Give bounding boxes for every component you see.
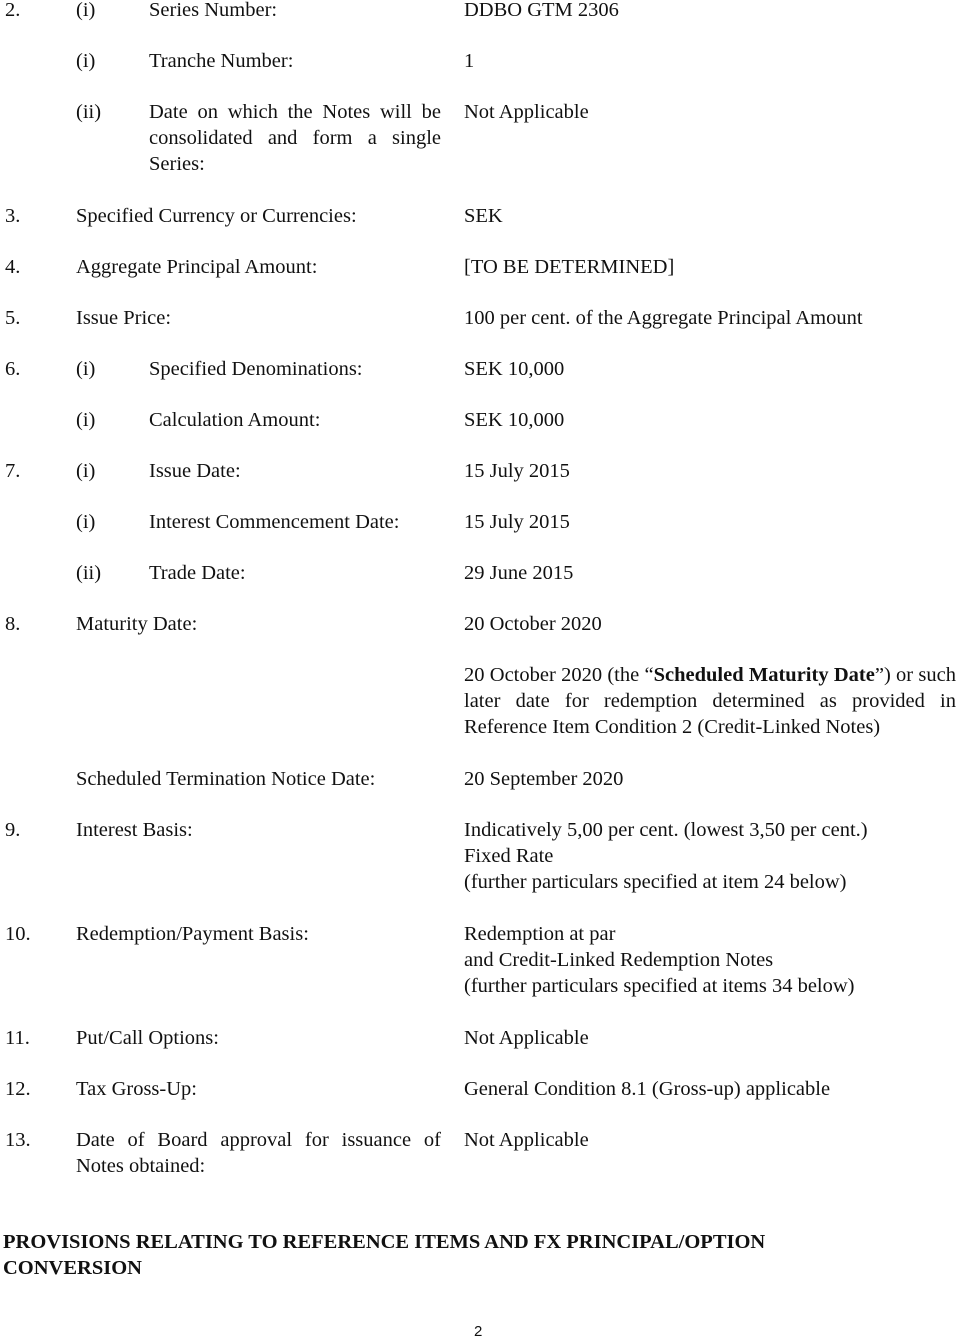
field-label: Interest Basis: xyxy=(76,819,193,841)
field-label: Interest Commencement Date: xyxy=(149,511,400,533)
field-value: General Condition 8.1 (Gross-up) applicable xyxy=(464,1078,831,1100)
maturity-text-start: 20 October 2020 (the “ xyxy=(464,664,654,686)
item-number: 2. xyxy=(5,0,21,21)
item-number: 5. xyxy=(5,307,21,329)
field-label: Tranche Number: xyxy=(149,50,294,72)
sub-item-marker: (i) xyxy=(76,358,96,380)
field-label: Date of Board approval for issuance of Notes obtained: xyxy=(76,1129,441,1177)
field-value: 20 September 2020 xyxy=(464,768,624,790)
item-number: 9. xyxy=(5,819,21,841)
field-value: 15 July 2015 xyxy=(464,511,570,533)
field-label: Scheduled Termination Notice Date: xyxy=(76,768,376,790)
field-value: SEK 10,000 xyxy=(464,358,565,380)
field-value: Not Applicable xyxy=(464,1129,589,1151)
section-heading: PROVISIONS RELATING TO REFERENCE ITEMS AND FX PRINCIPAL/OPTION CONVERSION xyxy=(3,1231,766,1279)
sub-item-marker: (ii) xyxy=(76,101,102,123)
field-value: [TO BE DETERMINED] xyxy=(464,256,675,278)
field-label: Maturity Date: xyxy=(76,613,198,635)
field-value-line: Fixed Rate xyxy=(464,845,554,867)
field-label: Aggregate Principal Amount: xyxy=(76,256,318,278)
field-value-line: and Credit-Linked Redemption Notes xyxy=(464,949,774,971)
field-label: Tax Gross-Up: xyxy=(76,1078,197,1100)
field-value: 20 October 2020 xyxy=(464,613,602,635)
item-number: 6. xyxy=(5,358,21,380)
field-label: Put/Call Options: xyxy=(76,1027,219,1049)
sub-item-marker: (ii) xyxy=(76,562,102,584)
field-value: Not Applicable xyxy=(464,101,589,123)
page-number: 2 xyxy=(474,1323,483,1340)
field-label: Issue Date: xyxy=(149,460,241,482)
item-number: 10. xyxy=(5,923,31,945)
field-label: Redemption/Payment Basis: xyxy=(76,923,309,945)
field-value: 100 per cent. of the Aggregate Principal Amount xyxy=(464,307,863,329)
sub-item-marker: (i) xyxy=(76,0,96,21)
field-value: SEK 10,000 xyxy=(464,409,565,431)
field-label: Trade Date: xyxy=(149,562,246,584)
field-label: Calculation Amount: xyxy=(149,409,321,431)
defined-term: Scheduled Maturity Date xyxy=(653,664,875,686)
field-value: 29 June 2015 xyxy=(464,562,574,584)
field-label: Date on which the Notes will be consolidated and form a single Series: xyxy=(149,101,441,175)
sub-item-marker: (i) xyxy=(76,511,96,533)
field-value: 15 July 2015 xyxy=(464,460,570,482)
field-label: Specified Denominations: xyxy=(149,358,363,380)
item-number: 8. xyxy=(5,613,21,635)
maturity-description xyxy=(464,662,956,740)
maturity-text-end: ”) or such later date for redemption determined as provided in Reference Item Condition 2 (Credit-Linked Notes) xyxy=(464,664,956,738)
item-number: 13. xyxy=(5,1129,31,1151)
sub-item-marker: (i) xyxy=(76,409,96,431)
field-label: Series Number: xyxy=(149,0,278,21)
field-value-line: (further particulars specified at item 24 below) xyxy=(464,871,847,893)
item-number: 7. xyxy=(5,460,21,482)
sub-item-marker: (i) xyxy=(76,460,96,482)
field-value: Not Applicable xyxy=(464,1027,589,1049)
item-number: 11. xyxy=(5,1027,30,1049)
item-number: 4. xyxy=(5,256,21,278)
field-value: DDBO GTM 2306 xyxy=(464,0,619,21)
field-label: Issue Price: xyxy=(76,307,172,329)
field-value: 1 xyxy=(464,50,475,72)
field-value-line: Redemption at par xyxy=(464,923,616,945)
field-label: Specified Currency or Currencies: xyxy=(76,205,357,227)
item-number: 3. xyxy=(5,205,21,227)
field-value: SEK xyxy=(464,205,503,227)
item-number: 12. xyxy=(5,1078,31,1100)
field-value-line: Indicatively 5,00 per cent. (lowest 3,50 per cent.) xyxy=(464,819,868,841)
sub-item-marker: (i) xyxy=(76,50,96,72)
field-value-line: (further particulars specified at items 34 below) xyxy=(464,975,855,997)
